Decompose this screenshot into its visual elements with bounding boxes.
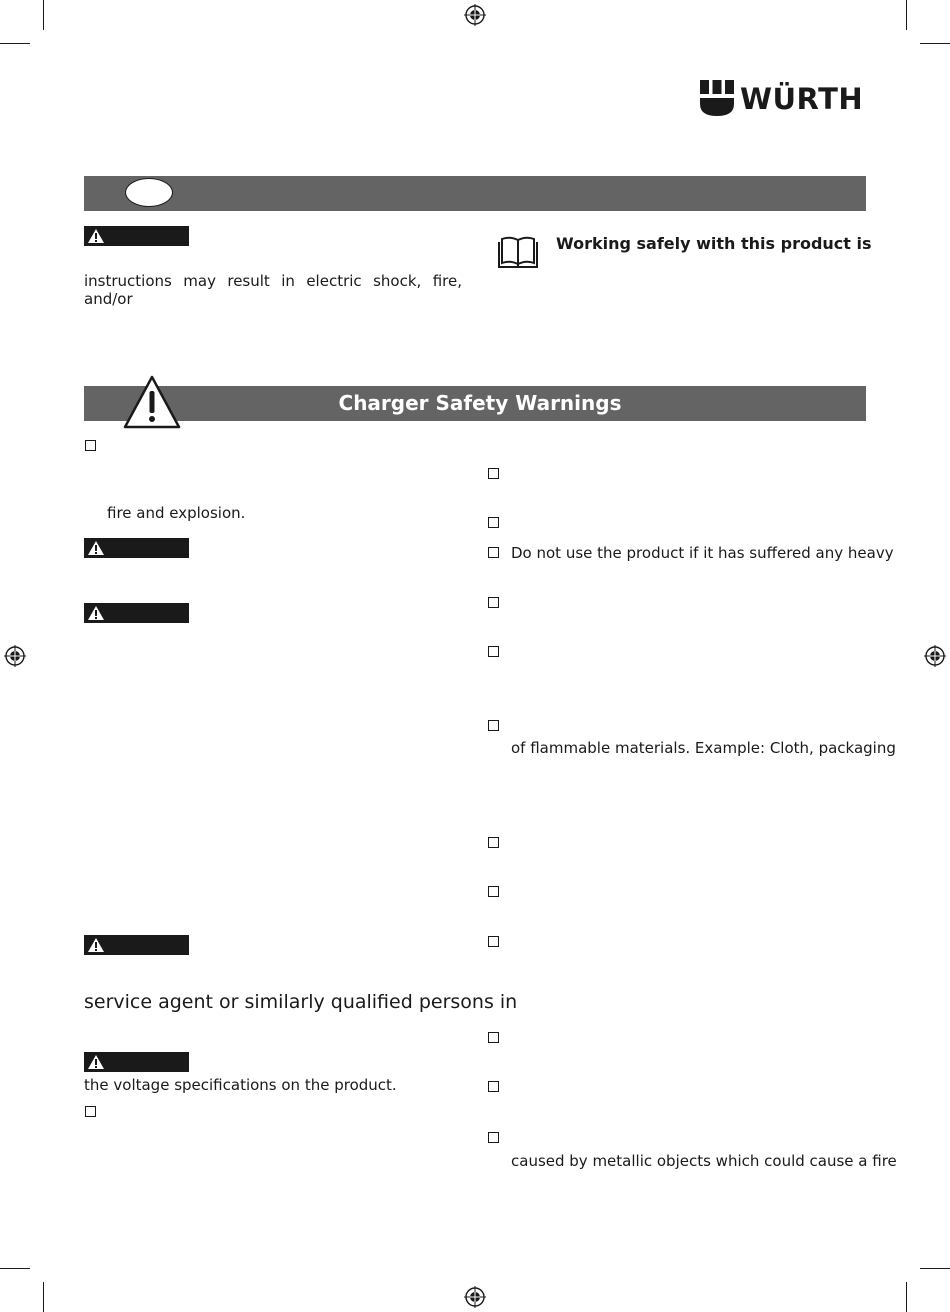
crop-mark <box>920 43 950 44</box>
warning-triangle-icon <box>122 374 182 430</box>
bullet-checkbox <box>488 517 499 528</box>
wurth-emblem-icon <box>700 80 734 116</box>
bullet-checkbox <box>488 886 499 897</box>
manual-book-icon <box>496 234 540 272</box>
brand-logo <box>700 80 870 118</box>
warning-label <box>84 1052 189 1072</box>
warning-label <box>84 935 189 955</box>
metallic-objects-line: caused by metallic objects which could cause a fire <box>511 1152 897 1170</box>
bullet-checkbox <box>488 597 499 608</box>
warning-label <box>84 226 189 246</box>
warning-triangle-icon <box>87 1054 105 1070</box>
crop-mark <box>920 1268 950 1269</box>
charger-safety-title: Charger Safety Warnings <box>338 391 622 415</box>
warning-triangle-icon <box>87 605 105 621</box>
registration-mark-icon <box>464 1286 486 1308</box>
crop-mark <box>43 1282 44 1312</box>
fire-explosion-line: fire and explosion. <box>107 504 246 522</box>
bullet-checkbox <box>488 646 499 657</box>
bullet-checkbox <box>488 468 499 479</box>
warning-label <box>84 603 189 623</box>
warning-triangle-icon <box>87 540 105 556</box>
crop-mark <box>0 1268 30 1269</box>
language-badge <box>125 178 173 207</box>
brand-name: WÜRTH <box>740 82 864 116</box>
section-header-bar <box>84 176 866 211</box>
registration-mark-icon <box>464 4 486 26</box>
warning-triangle-icon <box>87 228 105 244</box>
flammable-materials-line: of flammable materials. Example: Cloth, packaging <box>511 739 896 757</box>
registration-mark-icon <box>924 645 946 667</box>
bullet-checkbox <box>85 440 96 451</box>
crop-mark <box>43 0 44 30</box>
bullet-checkbox <box>488 1032 499 1043</box>
warning-label <box>84 538 189 558</box>
bullet-checkbox <box>85 1106 96 1117</box>
service-agent-line: service agent or similarly qualified persons in <box>84 991 518 1013</box>
crop-mark <box>906 1282 907 1312</box>
bullet-checkbox <box>488 837 499 848</box>
bullet-checkbox <box>488 1081 499 1092</box>
crop-mark <box>0 43 30 44</box>
warning-triangle-icon <box>87 937 105 953</box>
safety-notice-heading: Working safely with this product is <box>556 234 872 253</box>
bullet-checkbox <box>488 547 499 558</box>
heavy-damage-line: Do not use the product if it has suffered any heavy <box>511 544 894 562</box>
bullet-checkbox <box>488 720 499 731</box>
registration-mark-icon <box>4 645 26 667</box>
crop-mark <box>906 0 907 30</box>
bullet-checkbox <box>488 1132 499 1143</box>
bullet-checkbox <box>488 936 499 947</box>
instructions-warning-line: instructions may result in electric shock, fire, and/or <box>84 272 462 308</box>
voltage-spec-line: the voltage specifications on the product. <box>84 1076 397 1094</box>
